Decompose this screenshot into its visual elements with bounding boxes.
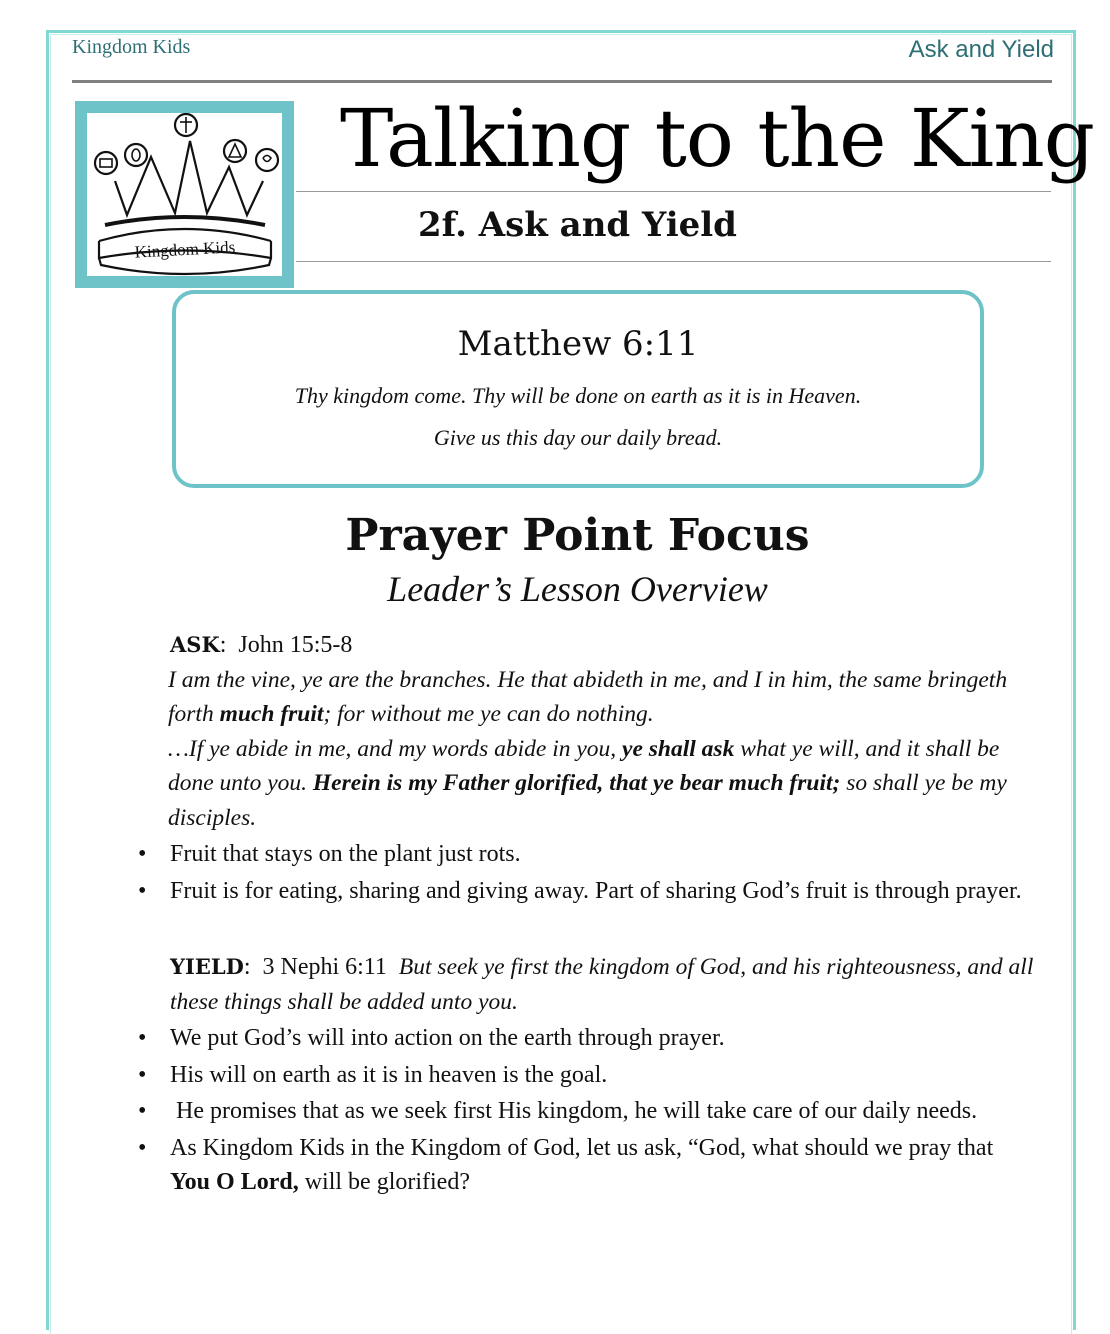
yield-points (138, 1021, 1038, 1200)
list-item (138, 1094, 1038, 1129)
ask-heading (168, 628, 1038, 663)
header-divider (72, 80, 1052, 83)
list-item-text: His will on earth as it is in heaven is the goal. (170, 1061, 608, 1088)
bullet-icon: • (138, 1025, 147, 1051)
ask-scripture-text: I am the vine, ye are the branches. He that abideth in me, and I in him, the same bringeth forth (168, 666, 1008, 727)
crown-icon (87, 113, 282, 276)
list-item-text: Fruit that stays on the plant just rots. (170, 841, 521, 867)
ask-scripture-text: so shall ye be my disciples. (168, 770, 1007, 831)
yield-label: YIELD (170, 954, 244, 979)
list-item-emphasis: You O Lord, (170, 1169, 299, 1195)
bullet-icon: • (138, 1134, 147, 1161)
yield-scripture: But seek ye first the kingdom of God, and his righteousness, and all these things shall be added unto you. (170, 954, 1034, 1015)
header-right-text: Ask and Yield (908, 36, 1054, 63)
ask-scripture-2 (168, 732, 1038, 836)
list-item-text: As Kingdom Kids in the Kingdom of God, let us ask, “God, what should we pray that (170, 1134, 994, 1161)
focus-title: Prayer Point Focus (345, 510, 810, 561)
bullet-icon: • (138, 841, 147, 867)
ask-scripture-1 (168, 663, 1038, 732)
ask-scripture-emphasis: much fruit (219, 701, 324, 727)
list-item (138, 1021, 1038, 1056)
ask-label: ASK (170, 632, 220, 657)
list-item (138, 1058, 1038, 1093)
verse-line-2: Give us this day our daily bread. (433, 425, 723, 450)
yield-reference: 3 Nephi 6:11 (262, 954, 387, 980)
list-item (138, 874, 1038, 909)
focus-subtitle: Leader’s Lesson Overview (387, 569, 768, 609)
verse-reference: Matthew 6:11 (457, 324, 699, 364)
header-left-text: Kingdom Kids (72, 36, 191, 58)
logo-inner (87, 113, 282, 276)
lesson-content (138, 628, 1038, 1200)
verse-line-1: Thy kingdom come. Thy will be done on earth as it is in Heaven. (294, 383, 862, 408)
subtitle-divider (296, 261, 1051, 262)
logo (75, 101, 294, 288)
ask-colon: : (219, 632, 239, 658)
ask-scripture-text: ; for without me ye can do nothing. (323, 701, 654, 727)
ask-reference: John 15:5-8 (238, 632, 353, 658)
ask-points (138, 837, 1038, 908)
yield-heading (168, 950, 1038, 1019)
verse-box (172, 290, 984, 488)
bullet-icon: • (138, 1061, 147, 1088)
list-item-text: will be glorified? (298, 1169, 470, 1195)
list-item-text: We put God’s will into action on the earth through prayer. (170, 1025, 725, 1051)
logo-text: Kingdom Kids (134, 237, 236, 262)
page-subtitle: 2f. Ask and Yield (418, 205, 737, 245)
yield-colon: : (243, 954, 263, 980)
ask-scripture-emphasis: ye shall ask (622, 735, 735, 762)
list-item-text: He promises that as we seek first His kingdom, he will take care of our daily needs. (170, 1098, 978, 1124)
list-item (138, 1131, 1038, 1200)
ask-scripture-text: …If ye abide in me, and my words abide in you, (168, 735, 623, 762)
bullet-icon: • (138, 1098, 147, 1124)
list-item-text: Fruit is for eating, sharing and giving away. Part of sharing God’s fruit is through prayer. (170, 877, 1022, 904)
page-title: Talking to the King (340, 92, 1094, 185)
ask-scripture-text: what ye will, and it shall be done unto you. (168, 735, 1000, 796)
bullet-icon: • (138, 877, 147, 904)
ask-scripture-emphasis: Herein is my Father glorified, that ye bear much fruit; (312, 770, 841, 796)
list-item (138, 837, 1038, 872)
section-gap (168, 908, 1038, 950)
title-divider (296, 191, 1051, 192)
